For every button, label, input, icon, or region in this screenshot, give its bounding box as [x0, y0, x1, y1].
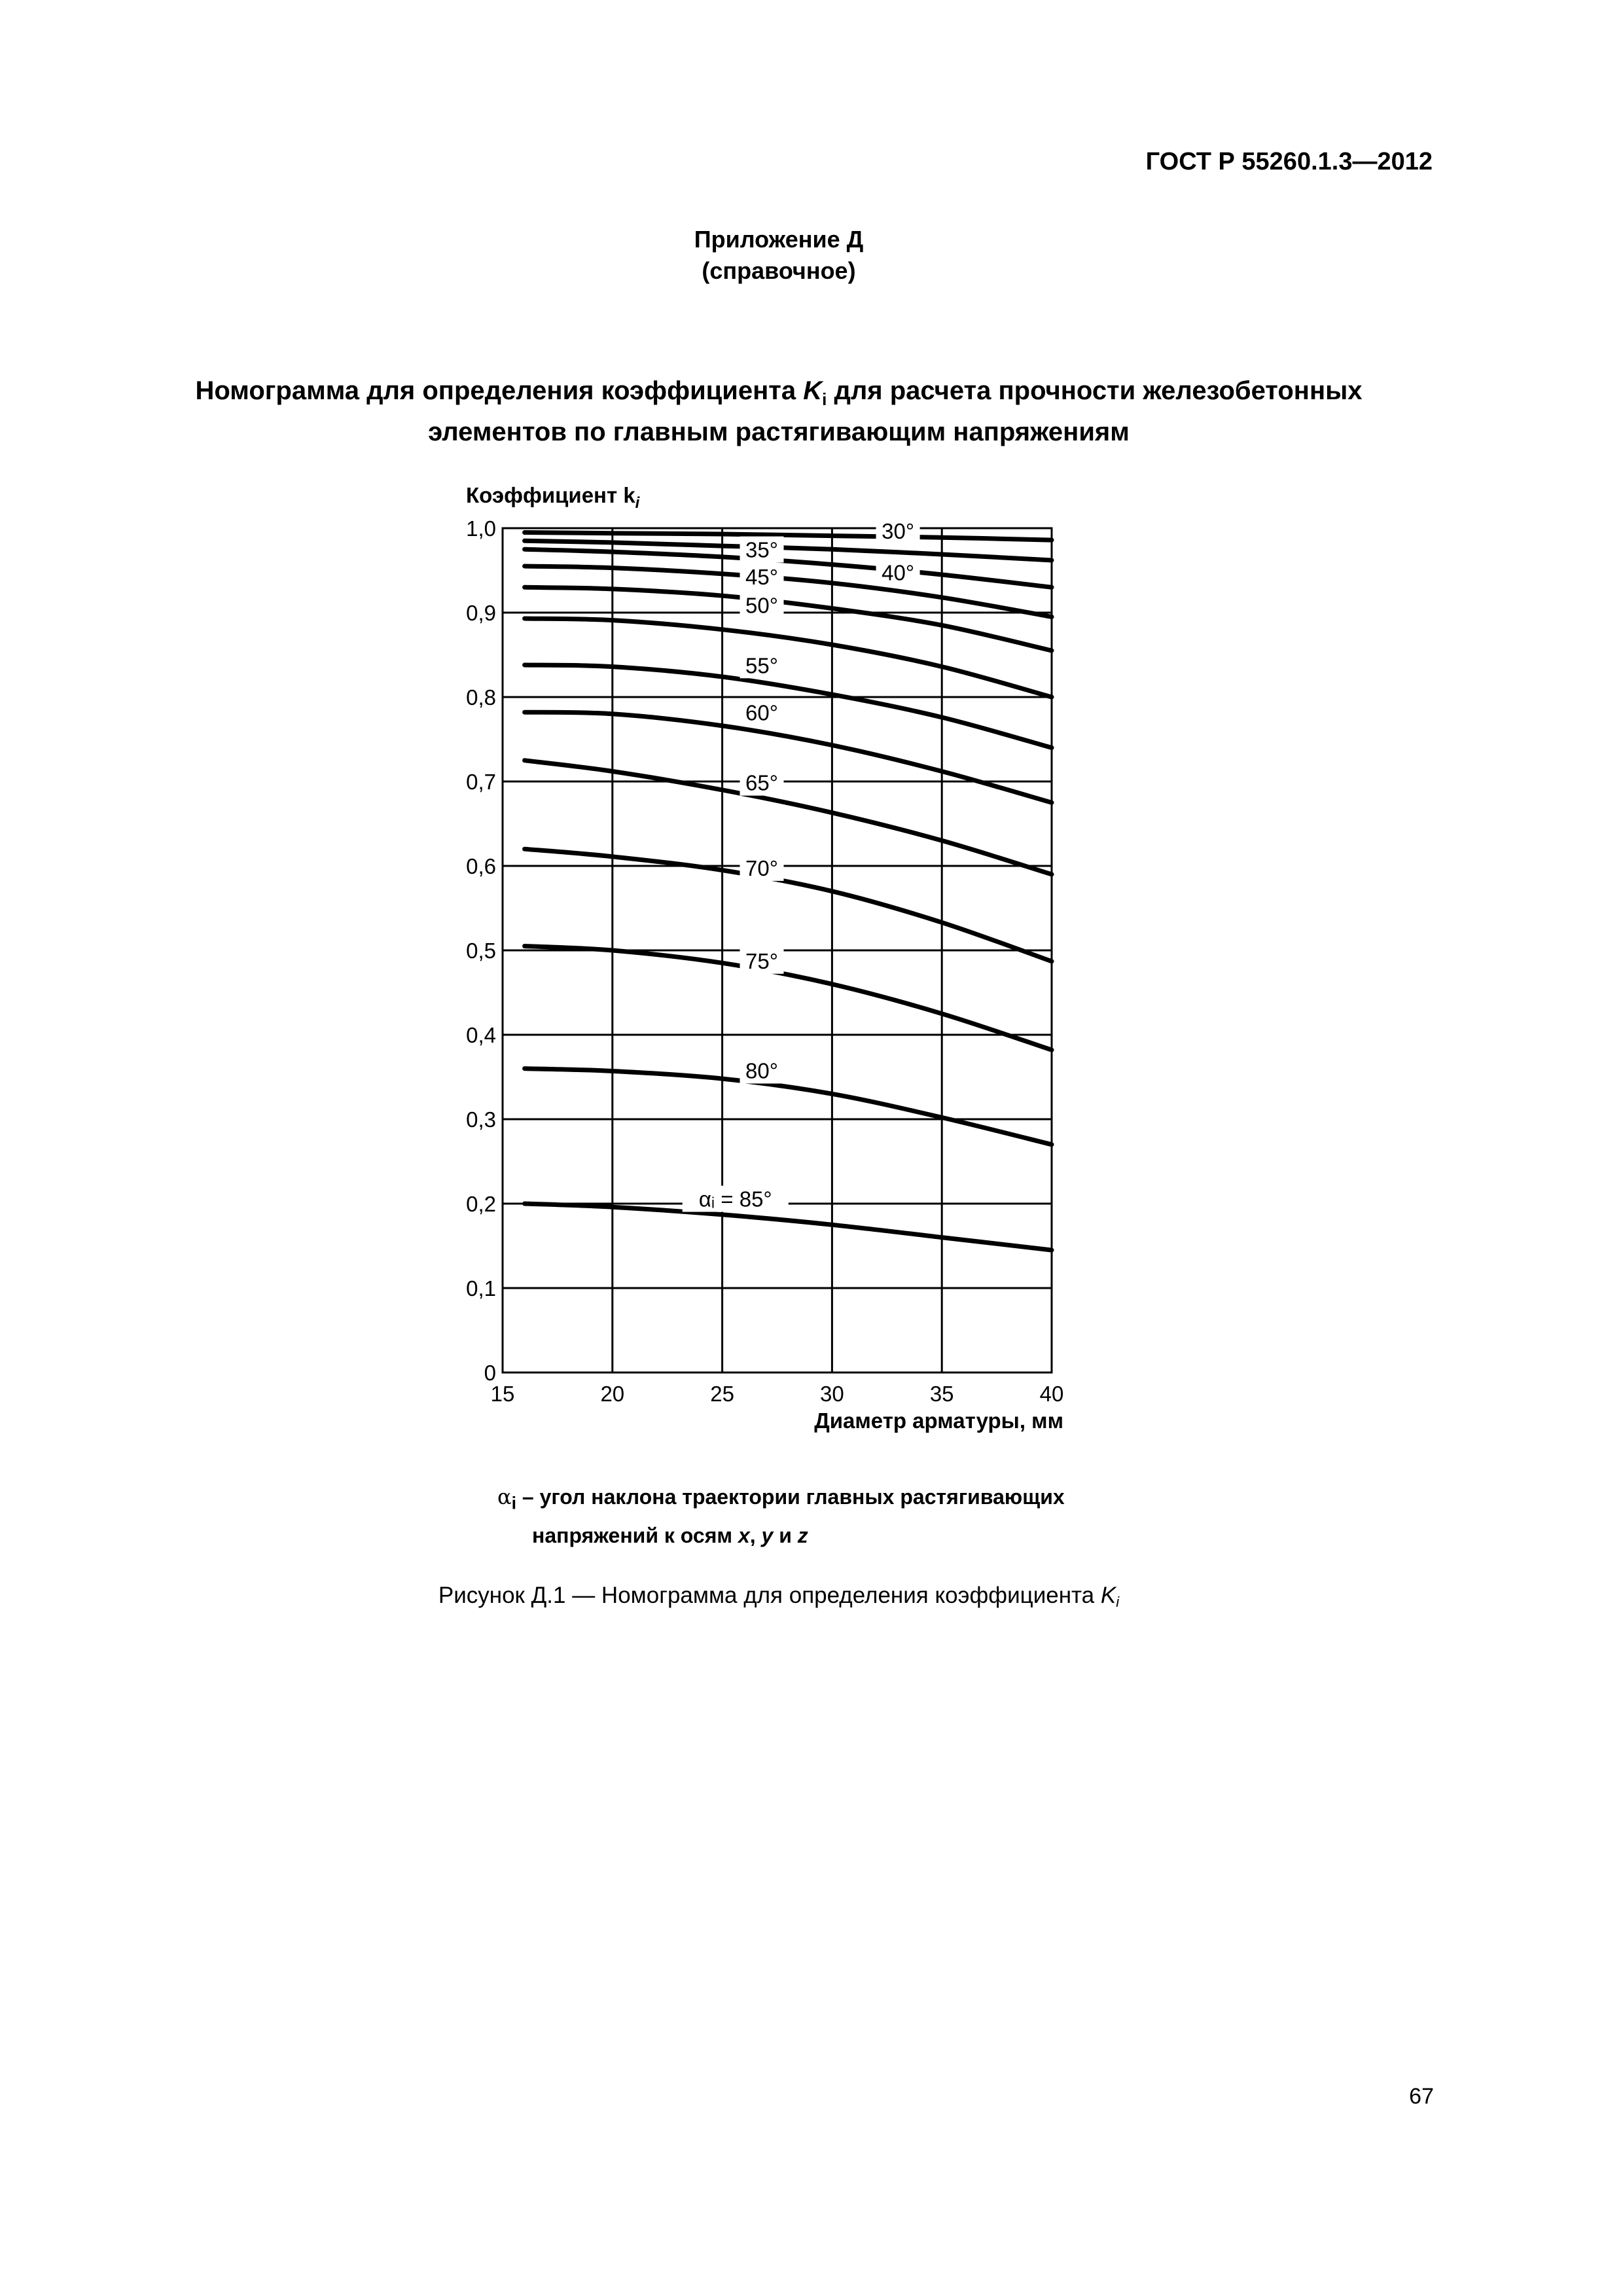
series-label: 40° [882, 560, 915, 585]
chart-series [525, 533, 1052, 1251]
caption-symbol: K [1100, 1583, 1116, 1608]
series-label: 60° [745, 700, 778, 725]
axis-x-symbol: x [738, 1524, 750, 1548]
legend-note-sep-2: и [773, 1524, 798, 1548]
series-label: 50° [745, 593, 778, 618]
caption-subscript: i [1116, 1594, 1120, 1610]
legend-note [497, 1480, 1065, 1552]
x-tick-label: 20 [600, 1382, 625, 1406]
y-tick-label: 0,6 [466, 854, 496, 878]
y-tick-label: 0,7 [466, 770, 496, 794]
y-tick-label: 0,3 [466, 1107, 496, 1132]
appendix-type: (справочное) [702, 257, 856, 284]
legend-note-prefix: напряжений к осям [532, 1524, 738, 1548]
x-tick-label: 25 [710, 1382, 734, 1406]
page-number: 67 [1409, 2084, 1434, 2109]
figure-title-symbol: K [803, 376, 823, 405]
legend-note-line1: – угол наклона траектории главных растягивающих [516, 1485, 1065, 1509]
x-tick-label: 35 [929, 1382, 954, 1406]
y-tick-label: 1,0 [466, 516, 496, 541]
series-line [525, 566, 1052, 617]
figure-title-text-2: для расчета прочности железобетонных [827, 376, 1363, 405]
series-label: 70° [745, 855, 778, 880]
axis-y-symbol: y [761, 1524, 774, 1548]
x-tick-label: 30 [820, 1382, 844, 1406]
series-line [525, 1069, 1052, 1145]
standard-number: ГОСТ Р 55260.1.3—2012 [1145, 148, 1433, 175]
y-tick-label: 0,2 [466, 1192, 496, 1216]
axis-z-symbol: z [797, 1524, 808, 1548]
y-tick-label: 0,5 [466, 939, 496, 963]
x-tick-label: 40 [1039, 1382, 1064, 1406]
y-tick-label: 0,8 [466, 685, 496, 709]
series-label: 45° [745, 564, 778, 589]
y-tick-label: 0,4 [466, 1023, 496, 1047]
x-tick-label: 15 [490, 1382, 515, 1406]
alpha-subscript: i [511, 1493, 517, 1513]
figure-title-subscript: i [822, 389, 827, 409]
y-tick-label: 0,1 [466, 1276, 496, 1300]
figure-caption [0, 1583, 1558, 1611]
y-tick-label: 0,9 [466, 601, 496, 625]
appendix-title: Приложение Д [694, 226, 864, 253]
series-label: 30° [882, 519, 915, 544]
series-label: 65° [745, 770, 778, 795]
figure-title-line2: элементов по главным растягивающим напряжениям [428, 418, 1130, 446]
alpha-symbol: α [497, 1484, 512, 1509]
y-axis-label: Коэффициент $k_i$ [466, 483, 640, 512]
series-label: αᵢ = 85° [698, 1187, 772, 1211]
series-label: 80° [745, 1058, 778, 1083]
figure-title-text: Номограмма для определения коэффициента [195, 376, 804, 405]
y-tick-label: 0 [484, 1361, 496, 1385]
x-axis-label: Диаметр арматуры, мм [814, 1408, 1063, 1433]
caption-text: Рисунок Д.1 — Номограмма для определения коэффициента [438, 1583, 1101, 1608]
series-line [525, 533, 1052, 541]
legend-note-sep: , [749, 1524, 762, 1548]
series-label: 35° [745, 537, 778, 562]
chart-series-labels [683, 518, 920, 1211]
series-label: 75° [745, 948, 778, 973]
legend-note-line2 [497, 1519, 1065, 1552]
series-label: 55° [745, 653, 778, 678]
